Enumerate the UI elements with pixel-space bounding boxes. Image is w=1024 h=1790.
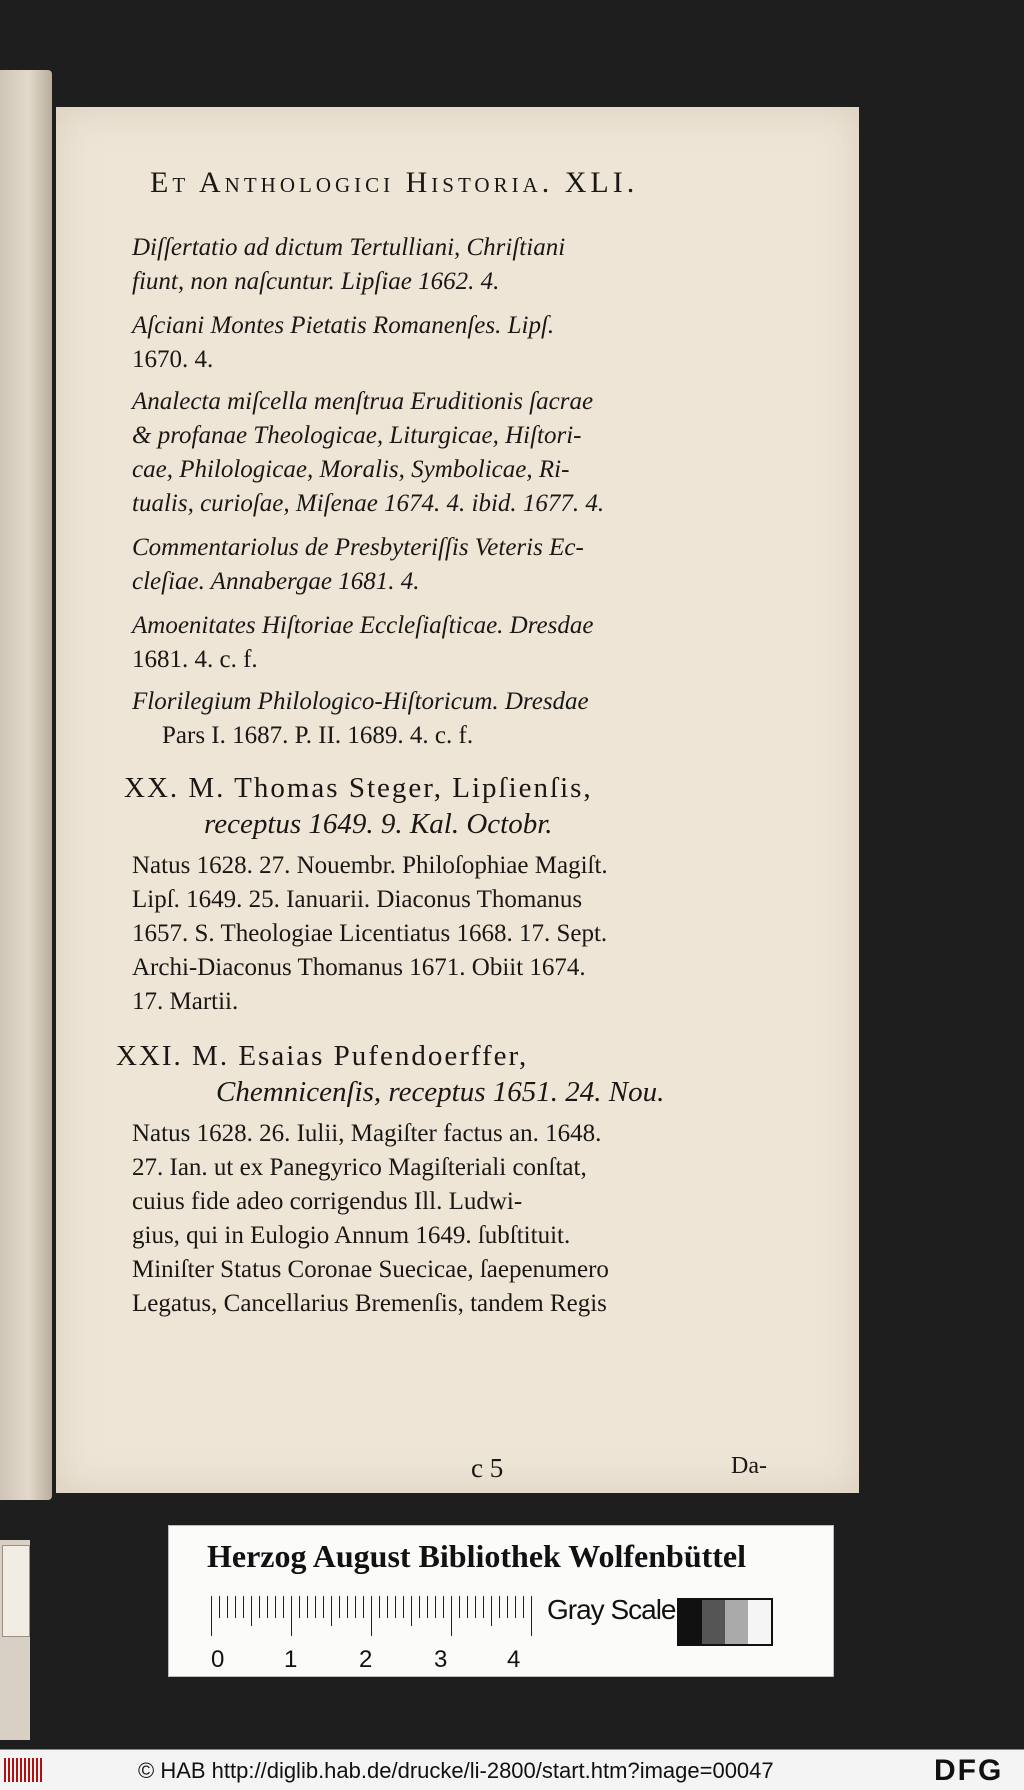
- gray-scale-label: Gray Scale: [547, 1594, 676, 1625]
- text-line: 1657. S. Theologiae Licentiatus 1668. 17. Sept.: [132, 920, 608, 947]
- text-line: & profanae Theologicae, Liturgicae, Hiſtori-: [132, 422, 582, 449]
- text-line: Florilegium Philologico-Hiſtoricum. Dresdae: [132, 688, 589, 715]
- text-line: Miniſter Status Coronae Suecicae, ſaepenumero: [132, 1256, 609, 1283]
- text-line: 17. Martii.: [132, 988, 239, 1015]
- gray-scale-card: [168, 1525, 834, 1677]
- adjacent-book-edge: [0, 70, 52, 1500]
- entry-heading: XX. M. Thomas Steger, Lipſienſis,: [124, 772, 593, 804]
- text-line: Diſſertatio ad dictum Tertulliani, Chriſtiani: [132, 234, 566, 261]
- barcode-icon: [4, 1758, 46, 1782]
- text-line: Analecta miſcella menſtrua Eruditionis ſacrae: [132, 388, 594, 415]
- text-line: 27. Ian. ut ex Panegyrico Magiſteriali conſtat,: [132, 1154, 587, 1181]
- gray-scale-swatch: [677, 1598, 773, 1646]
- footer-bar: [0, 1749, 1024, 1790]
- text-line: Pars I. 1687. P. II. 1689. 4. c. f.: [162, 722, 474, 749]
- text-line: cuius fide adeo corrigendus Ill. Ludwi-: [132, 1188, 523, 1215]
- text-line: Aſciani Montes Pietatis Romanenſes. Lipſ.: [132, 312, 555, 339]
- text-line: tualis, curioſae, Miſenae 1674. 4. ibid. 1677. 4.: [132, 490, 605, 517]
- library-name: Herzog August Bibliothek Wolfenbüttel: [207, 1538, 747, 1574]
- entry-heading: receptus 1649. 9. Kal. Octobr.: [204, 808, 553, 840]
- signature-mark: c 5: [471, 1453, 504, 1483]
- text-line: Natus 1628. 26. Iulii, Magiſter factus an. 1648.: [132, 1120, 602, 1147]
- ruler-number: 1: [284, 1646, 298, 1673]
- text-line: Archi-Diaconus Thomanus 1671. Obiit 1674.: [132, 954, 586, 981]
- text-line: cleſiae. Annabergae 1681. 4.: [132, 568, 420, 595]
- running-header: Et Anthologici Historia. XLI.: [150, 166, 639, 199]
- ruler-number: 0: [211, 1646, 225, 1673]
- text-line: 1681. 4. c. f.: [132, 646, 258, 673]
- text-line: 1670. 4.: [132, 346, 214, 373]
- catchword: Da-: [731, 1453, 767, 1479]
- dfg-logo: DFG: [934, 1754, 1004, 1787]
- text-line: Legatus, Cancellarius Bremenſis, tandem Regis: [132, 1290, 607, 1317]
- copyright-notice: © HAB http://diglib.hab.de/drucke/li-2800/start.htm?image=00047: [138, 1758, 774, 1783]
- entry-heading: XXI. M. Esaias Pufendoerffer,: [116, 1040, 529, 1072]
- book-page: [56, 107, 859, 1493]
- text-line: fiunt, non naſcuntur. Lipſiae 1662. 4.: [132, 268, 500, 295]
- ruler-number: 3: [434, 1646, 448, 1673]
- ruler-number: 2: [359, 1646, 373, 1673]
- text-line: Commentariolus de Presbyteriſſis Veteris Ec-: [132, 534, 584, 561]
- text-line: gius, qui in Eulogio Annum 1649. ſubſtituit.: [132, 1222, 571, 1249]
- text-line: Amoenitates Hiſtoriae Eccleſiaſticae. Dresdae: [132, 612, 594, 639]
- text-line: cae, Philologicae, Moralis, Symbolicae, Ri-: [132, 456, 570, 483]
- measurement-ruler: [211, 1596, 537, 1641]
- text-line: Natus 1628. 27. Nouembr. Philoſophiae Magiſt.: [132, 852, 608, 879]
- entry-heading: Chemnicenſis, receptus 1651. 24. Nou.: [216, 1076, 665, 1108]
- shelf-label: [2, 1545, 30, 1637]
- text-line: Lipſ. 1649. 25. Ianuarii. Diaconus Thomanus: [132, 886, 583, 913]
- ruler-number: 4: [507, 1646, 521, 1673]
